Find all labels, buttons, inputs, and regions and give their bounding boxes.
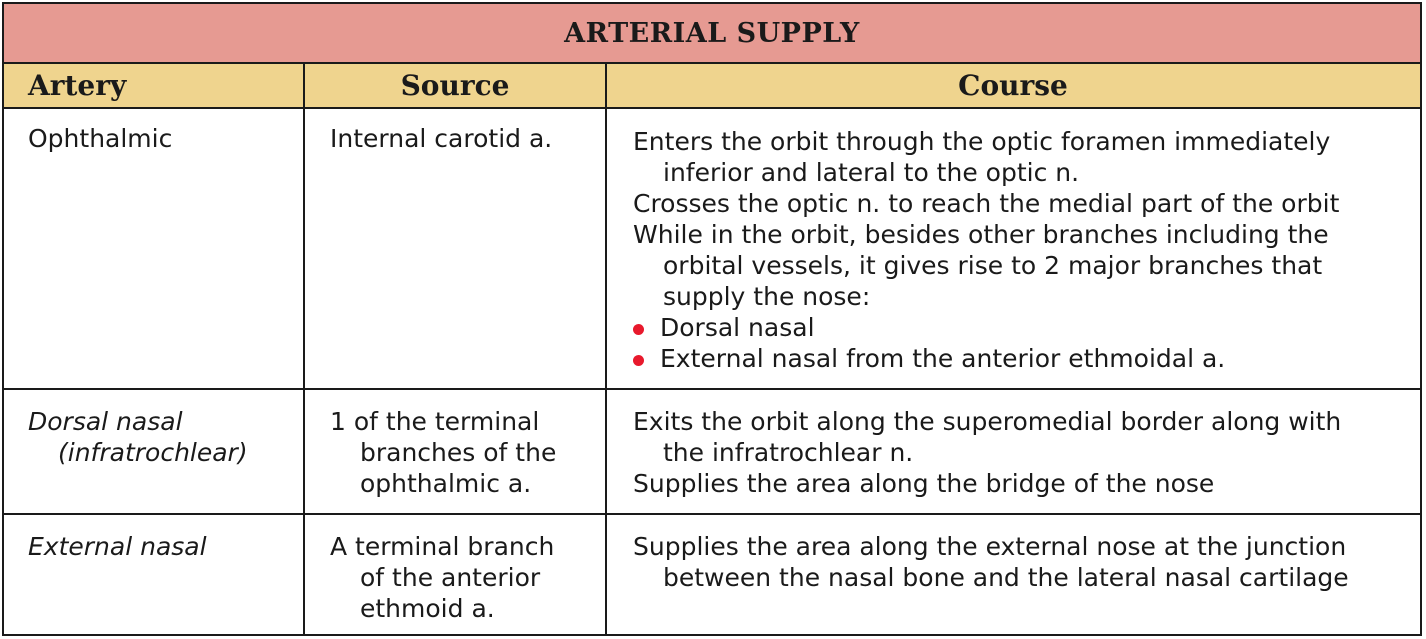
course-line-continued: between the nasal bone and the lateral nasal cartilage — [663, 563, 1349, 592]
header-source: Source — [400, 69, 510, 102]
bullet-item — [633, 343, 1413, 374]
artery-name: Dorsal nasal — [28, 407, 183, 436]
course-line: Exits the orbit along the superomedial border along with — [633, 407, 1342, 436]
table-row-dorsal-nasal-source — [330, 406, 600, 499]
table-row-dorsal-nasal-artery — [28, 406, 298, 468]
course-line-continued: the infratrochlear n. — [663, 438, 914, 467]
header-row — [4, 64, 1420, 109]
source-text-continued: branches of the — [360, 438, 557, 467]
header-course: Course — [958, 69, 1068, 102]
course-line-continued: supply the nose: — [663, 282, 871, 311]
table-row-external-nasal-course — [633, 531, 1413, 593]
red-dot-icon — [633, 355, 644, 366]
table-row-ophthalmic-course — [633, 126, 1413, 374]
course-line-continued: inferior and lateral to the optic n. — [663, 158, 1080, 187]
course-line: Crosses the optic n. to reach the medial part of the orbit — [633, 189, 1340, 218]
table-row-dorsal-nasal-course — [633, 406, 1413, 499]
row-divider — [4, 388, 1420, 390]
column-divider — [605, 64, 607, 634]
course-line: While in the orbit, besides other branches including the — [633, 220, 1329, 249]
source-text: Internal carotid a. — [330, 124, 553, 153]
table-row-ophthalmic-artery — [28, 123, 298, 154]
source-text: A terminal branch — [330, 532, 555, 561]
course-line: Supplies the area along the external nose at the junction — [633, 532, 1347, 561]
bullet-text: Dorsal nasal — [660, 313, 815, 342]
source-text: 1 of the terminal — [330, 407, 540, 436]
header-artery: Artery — [28, 69, 127, 102]
row-divider — [4, 513, 1420, 515]
column-divider — [303, 64, 305, 634]
source-text-continued: ethmoid a. — [360, 594, 495, 623]
source-text-continued: of the anterior — [360, 563, 541, 592]
artery-name: Ophthalmic — [28, 124, 173, 153]
course-line: Enters the orbit through the optic foramen immediately — [633, 127, 1331, 156]
bullet-text: External nasal from the anterior ethmoidal a. — [660, 344, 1226, 373]
table-row-external-nasal-source — [330, 531, 600, 624]
bullet-item — [633, 312, 1413, 343]
artery-name-continued: (infratrochlear) — [58, 438, 248, 467]
course-line: Supplies the area along the bridge of the nose — [633, 469, 1215, 498]
table-title: ARTERIAL SUPPLY — [4, 4, 1420, 64]
course-line-continued: orbital vessels, it gives rise to 2 major branches that — [663, 251, 1323, 280]
arterial-supply-table — [2, 2, 1422, 636]
source-text-continued: ophthalmic a. — [360, 469, 532, 498]
artery-name: External nasal — [28, 532, 207, 561]
red-dot-icon — [633, 324, 644, 335]
table-row-external-nasal-artery — [28, 531, 298, 562]
table-row-ophthalmic-source — [330, 123, 600, 154]
